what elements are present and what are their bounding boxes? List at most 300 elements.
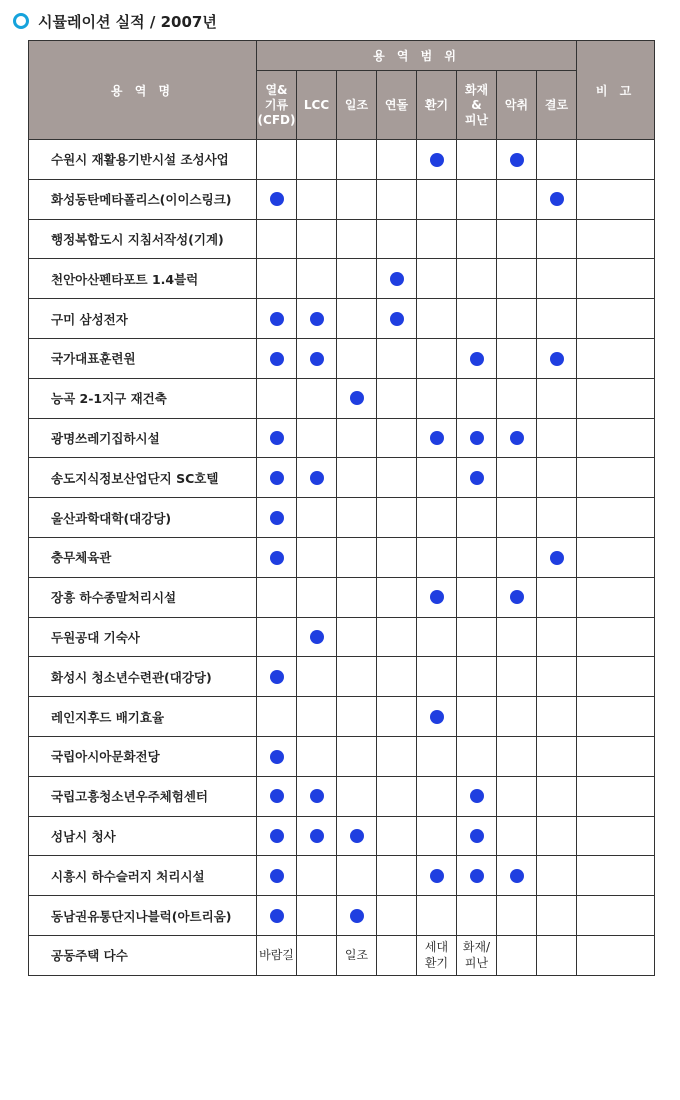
scope-cell <box>417 140 457 180</box>
table-row <box>29 338 655 378</box>
scope-cell <box>457 179 497 219</box>
scope-cell <box>257 856 297 896</box>
scope-cell <box>377 776 417 816</box>
scope-cell <box>257 537 297 577</box>
remarks-cell <box>577 856 655 896</box>
scope-cell <box>257 219 297 259</box>
checked-dot-icon <box>550 192 564 206</box>
checked-dot-icon <box>550 352 564 366</box>
table-row <box>29 418 655 458</box>
scope-cell <box>377 140 417 180</box>
header-scope-3 <box>377 71 417 140</box>
scope-cell <box>537 299 577 339</box>
table-row <box>29 776 655 816</box>
scope-cell <box>337 259 377 299</box>
scope-cell <box>377 498 417 538</box>
scope-cell <box>417 259 457 299</box>
project-name-cell: 능곡 2-1지구 재건축 <box>29 378 257 418</box>
project-name-cell: 행정복합도시 지침서작성(기계) <box>29 219 257 259</box>
remarks-cell <box>577 179 655 219</box>
checked-dot-icon <box>470 829 484 843</box>
checked-dot-icon <box>270 909 284 923</box>
header-scope-label: 결로 <box>544 97 569 112</box>
scope-cell-text: 세대 환기 <box>424 940 449 971</box>
scope-cell <box>337 577 377 617</box>
table-row <box>29 657 655 697</box>
scope-cell <box>497 458 537 498</box>
table-row <box>29 935 655 975</box>
checked-dot-icon <box>510 590 524 604</box>
remarks-cell <box>577 736 655 776</box>
header-scope-label: 화재 & 피난 <box>464 82 489 127</box>
project-name-cell: 국가대표훈련원 <box>29 338 257 378</box>
scope-cell <box>377 736 417 776</box>
project-name-cell: 동남권유통단지나블럭(아트리움) <box>29 896 257 936</box>
scope-cell <box>337 299 377 339</box>
remarks-cell <box>577 299 655 339</box>
scope-cell <box>257 338 297 378</box>
table-row <box>29 140 655 180</box>
scope-cell <box>337 935 377 975</box>
table-row <box>29 537 655 577</box>
remarks-cell <box>577 338 655 378</box>
checked-dot-icon <box>470 789 484 803</box>
scope-cell <box>537 577 577 617</box>
scope-cell <box>377 657 417 697</box>
scope-cell <box>457 577 497 617</box>
scope-cell-text: 일조 <box>344 948 369 963</box>
scope-cell <box>457 736 497 776</box>
remarks-cell <box>577 657 655 697</box>
scope-cell <box>417 299 457 339</box>
scope-cell <box>257 458 297 498</box>
scope-cell <box>377 219 417 259</box>
table-row <box>29 577 655 617</box>
scope-cell <box>457 259 497 299</box>
scope-cell <box>257 259 297 299</box>
scope-cell <box>417 856 457 896</box>
scope-cell <box>377 816 417 856</box>
scope-cell <box>377 697 417 737</box>
scope-cell <box>297 219 337 259</box>
scope-cell <box>337 537 377 577</box>
header-service-scope: 용 역 범 위 <box>257 41 577 71</box>
project-name-cell: 성남시 청사 <box>29 816 257 856</box>
scope-cell <box>297 498 337 538</box>
scope-cell <box>537 736 577 776</box>
scope-cell <box>457 458 497 498</box>
scope-cell <box>497 697 537 737</box>
checked-dot-icon <box>270 312 284 326</box>
checked-dot-icon <box>470 431 484 445</box>
project-name-cell: 국립고흥청소년우주체험센터 <box>29 776 257 816</box>
checked-dot-icon <box>550 551 564 565</box>
scope-cell <box>377 935 417 975</box>
scope-cell <box>497 219 537 259</box>
scope-cell <box>257 736 297 776</box>
checked-dot-icon <box>310 789 324 803</box>
scope-cell <box>497 816 537 856</box>
scope-cell <box>537 458 577 498</box>
header-scope-1 <box>297 71 337 140</box>
ring-bullet-icon <box>13 13 29 29</box>
project-name-cell: 광명쓰레기집하시설 <box>29 418 257 458</box>
scope-cell <box>417 736 457 776</box>
scope-cell <box>337 498 377 538</box>
scope-cell <box>297 577 337 617</box>
scope-cell <box>457 896 497 936</box>
table-row <box>29 299 655 339</box>
table-row <box>29 816 655 856</box>
scope-cell <box>417 338 457 378</box>
project-name-cell: 레인지후드 배기효율 <box>29 697 257 737</box>
scope-cell-text: 화재/ 피난 <box>462 940 491 971</box>
scope-cell <box>257 896 297 936</box>
scope-cell <box>417 378 457 418</box>
table-row <box>29 259 655 299</box>
scope-cell <box>497 617 537 657</box>
checked-dot-icon <box>270 829 284 843</box>
scope-cell <box>537 259 577 299</box>
scope-cell <box>257 418 297 458</box>
checked-dot-icon <box>510 869 524 883</box>
remarks-cell <box>577 617 655 657</box>
scope-cell <box>457 657 497 697</box>
scope-cell <box>417 697 457 737</box>
project-name-cell: 송도지식정보산업단지 SC호텔 <box>29 458 257 498</box>
scope-cell <box>497 140 537 180</box>
scope-cell <box>417 418 457 458</box>
scope-cell <box>457 776 497 816</box>
scope-cell <box>457 299 497 339</box>
checked-dot-icon <box>430 869 444 883</box>
scope-cell <box>377 259 417 299</box>
scope-cell <box>417 896 457 936</box>
scope-cell <box>457 498 497 538</box>
project-name-cell: 두원공대 기숙사 <box>29 617 257 657</box>
header-scope-label: 열& 기류 (CFD) <box>257 82 296 127</box>
scope-cell <box>497 299 537 339</box>
scope-cell <box>457 617 497 657</box>
remarks-cell <box>577 935 655 975</box>
header-project-name: 용 역 명 <box>29 41 257 140</box>
scope-cell <box>257 577 297 617</box>
table-row <box>29 736 655 776</box>
scope-cell <box>337 736 377 776</box>
scope-cell <box>457 338 497 378</box>
scope-cell <box>457 816 497 856</box>
remarks-cell <box>577 498 655 538</box>
scope-cell <box>537 896 577 936</box>
scope-cell <box>537 617 577 657</box>
table-row <box>29 458 655 498</box>
scope-cell <box>297 776 337 816</box>
scope-cell <box>457 856 497 896</box>
scope-cell <box>457 378 497 418</box>
scope-cell <box>417 219 457 259</box>
remarks-cell <box>577 378 655 418</box>
checked-dot-icon <box>270 869 284 883</box>
scope-cell <box>377 418 417 458</box>
checked-dot-icon <box>310 630 324 644</box>
scope-cell <box>377 896 417 936</box>
table-row <box>29 617 655 657</box>
scope-cell <box>337 776 377 816</box>
scope-cell <box>537 140 577 180</box>
table-row <box>29 697 655 737</box>
scope-cell <box>537 537 577 577</box>
table-row <box>29 219 655 259</box>
project-name-cell: 화성시 청소년수련관(대강당) <box>29 657 257 697</box>
checked-dot-icon <box>430 710 444 724</box>
scope-cell <box>337 179 377 219</box>
scope-cell <box>537 816 577 856</box>
scope-cell <box>337 378 377 418</box>
scope-cell <box>337 617 377 657</box>
scope-cell <box>537 219 577 259</box>
page-title-bar <box>13 10 217 32</box>
scope-cell <box>377 458 417 498</box>
checked-dot-icon <box>470 471 484 485</box>
scope-cell <box>337 896 377 936</box>
scope-cell <box>297 617 337 657</box>
project-name-cell: 장흥 하수종말처리시설 <box>29 577 257 617</box>
table-row <box>29 856 655 896</box>
scope-cell <box>297 816 337 856</box>
scope-cell <box>297 896 337 936</box>
scope-cell <box>297 338 337 378</box>
scope-cell <box>297 299 337 339</box>
checked-dot-icon <box>390 312 404 326</box>
remarks-cell <box>577 537 655 577</box>
checked-dot-icon <box>350 909 364 923</box>
project-name-cell: 화성동탄메타폴리스(이이스링크) <box>29 179 257 219</box>
scope-cell <box>537 697 577 737</box>
scope-cell <box>297 140 337 180</box>
page-title: 시뮬레이션 실적 / 2007년 <box>38 12 217 31</box>
scope-cell <box>377 299 417 339</box>
checked-dot-icon <box>270 670 284 684</box>
scope-cell <box>337 816 377 856</box>
scope-cell <box>257 776 297 816</box>
remarks-cell <box>577 697 655 737</box>
checked-dot-icon <box>350 829 364 843</box>
checked-dot-icon <box>470 352 484 366</box>
checked-dot-icon <box>270 511 284 525</box>
header-scope-label: 환기 <box>424 97 449 112</box>
checked-dot-icon <box>510 431 524 445</box>
project-name-cell: 구미 삼성전자 <box>29 299 257 339</box>
scope-cell <box>377 856 417 896</box>
scope-cell <box>417 179 457 219</box>
checked-dot-icon <box>510 153 524 167</box>
header-scope-6 <box>497 71 537 140</box>
scope-cell <box>417 458 457 498</box>
scope-cell <box>297 736 337 776</box>
scope-cell <box>297 856 337 896</box>
checked-dot-icon <box>430 153 444 167</box>
scope-cell <box>257 140 297 180</box>
scope-cell <box>417 537 457 577</box>
project-name-cell: 시흥시 하수슬러지 처리시설 <box>29 856 257 896</box>
scope-cell <box>497 537 537 577</box>
scope-cell <box>457 697 497 737</box>
scope-cell <box>457 935 497 975</box>
scope-cell <box>257 935 297 975</box>
scope-cell <box>297 537 337 577</box>
checked-dot-icon <box>310 829 324 843</box>
scope-cell <box>337 657 377 697</box>
checked-dot-icon <box>430 431 444 445</box>
scope-cell <box>337 140 377 180</box>
scope-cell <box>537 498 577 538</box>
scope-cell <box>257 617 297 657</box>
checked-dot-icon <box>350 391 364 405</box>
remarks-cell <box>577 418 655 458</box>
scope-cell <box>337 697 377 737</box>
checked-dot-icon <box>270 551 284 565</box>
scope-cell <box>337 458 377 498</box>
checked-dot-icon <box>310 471 324 485</box>
scope-cell <box>257 657 297 697</box>
checked-dot-icon <box>270 471 284 485</box>
scope-cell <box>297 418 337 458</box>
checked-dot-icon <box>430 590 444 604</box>
scope-cell <box>337 418 377 458</box>
checked-dot-icon <box>310 352 324 366</box>
scope-cell <box>457 140 497 180</box>
scope-cell <box>497 776 537 816</box>
table-row <box>29 179 655 219</box>
header-scope-label: 일조 <box>344 97 369 112</box>
scope-cell <box>337 338 377 378</box>
project-name-cell: 충무체육관 <box>29 537 257 577</box>
scope-cell <box>497 856 537 896</box>
remarks-cell <box>577 259 655 299</box>
scope-cell <box>497 179 537 219</box>
scope-cell <box>257 299 297 339</box>
scope-cell <box>257 816 297 856</box>
checked-dot-icon <box>310 312 324 326</box>
scope-cell <box>457 219 497 259</box>
scope-cell <box>257 378 297 418</box>
header-scope-7 <box>537 71 577 140</box>
checked-dot-icon <box>270 352 284 366</box>
table-row <box>29 378 655 418</box>
scope-cell <box>457 418 497 458</box>
scope-cell <box>537 935 577 975</box>
header-scope-0 <box>257 71 297 140</box>
project-name-cell: 수원시 재활용기반시설 조성사업 <box>29 140 257 180</box>
header-scope-4 <box>417 71 457 140</box>
scope-cell <box>297 935 337 975</box>
scope-cell-text: 바람길 <box>259 948 294 963</box>
remarks-cell <box>577 577 655 617</box>
remarks-cell <box>577 140 655 180</box>
remarks-cell <box>577 776 655 816</box>
scope-cell <box>257 697 297 737</box>
scope-cell <box>457 537 497 577</box>
scope-cell <box>537 776 577 816</box>
scope-cell <box>497 378 537 418</box>
checked-dot-icon <box>390 272 404 286</box>
scope-cell <box>497 657 537 697</box>
checked-dot-icon <box>270 192 284 206</box>
checked-dot-icon <box>270 789 284 803</box>
header-scope-5 <box>457 71 497 140</box>
performance-table <box>28 40 655 976</box>
scope-cell <box>297 378 337 418</box>
remarks-cell <box>577 816 655 856</box>
scope-cell <box>257 498 297 538</box>
scope-cell <box>417 498 457 538</box>
scope-cell <box>417 577 457 617</box>
project-name-cell: 울산과학대학(대강당) <box>29 498 257 538</box>
scope-cell <box>497 736 537 776</box>
scope-cell <box>377 179 417 219</box>
scope-cell <box>417 816 457 856</box>
scope-cell <box>377 378 417 418</box>
scope-cell <box>537 338 577 378</box>
scope-cell <box>417 776 457 816</box>
checked-dot-icon <box>470 869 484 883</box>
remarks-cell <box>577 896 655 936</box>
scope-cell <box>497 896 537 936</box>
scope-cell <box>417 657 457 697</box>
scope-cell <box>497 418 537 458</box>
scope-cell <box>537 378 577 418</box>
scope-cell <box>297 259 337 299</box>
scope-cell <box>377 617 417 657</box>
scope-cell <box>497 498 537 538</box>
header-scope-label: LCC <box>303 97 330 112</box>
table-row <box>29 896 655 936</box>
scope-cell <box>297 697 337 737</box>
header-scope-label: 연돌 <box>384 97 409 112</box>
scope-cell <box>377 577 417 617</box>
header-remarks: 비 고 <box>577 41 655 140</box>
scope-cell <box>537 856 577 896</box>
table-row <box>29 498 655 538</box>
remarks-cell <box>577 458 655 498</box>
checked-dot-icon <box>270 431 284 445</box>
project-name-cell: 공동주택 다수 <box>29 935 257 975</box>
scope-cell <box>257 179 297 219</box>
remarks-cell <box>577 219 655 259</box>
header-scope-label: 악취 <box>504 97 529 112</box>
scope-cell <box>297 458 337 498</box>
project-name-cell: 천안아산펜타포트 1.4블럭 <box>29 259 257 299</box>
scope-cell <box>537 657 577 697</box>
scope-cell <box>377 338 417 378</box>
scope-cell <box>537 418 577 458</box>
checked-dot-icon <box>270 750 284 764</box>
scope-cell <box>297 657 337 697</box>
scope-cell <box>497 935 537 975</box>
project-name-cell: 국립아시아문화전당 <box>29 736 257 776</box>
scope-cell <box>417 935 457 975</box>
scope-cell <box>297 179 337 219</box>
header-scope-2 <box>337 71 377 140</box>
scope-cell <box>377 537 417 577</box>
scope-cell <box>497 338 537 378</box>
scope-cell <box>337 219 377 259</box>
scope-cell <box>497 259 537 299</box>
scope-cell <box>497 577 537 617</box>
scope-cell <box>337 856 377 896</box>
scope-cell <box>417 617 457 657</box>
scope-cell <box>537 179 577 219</box>
